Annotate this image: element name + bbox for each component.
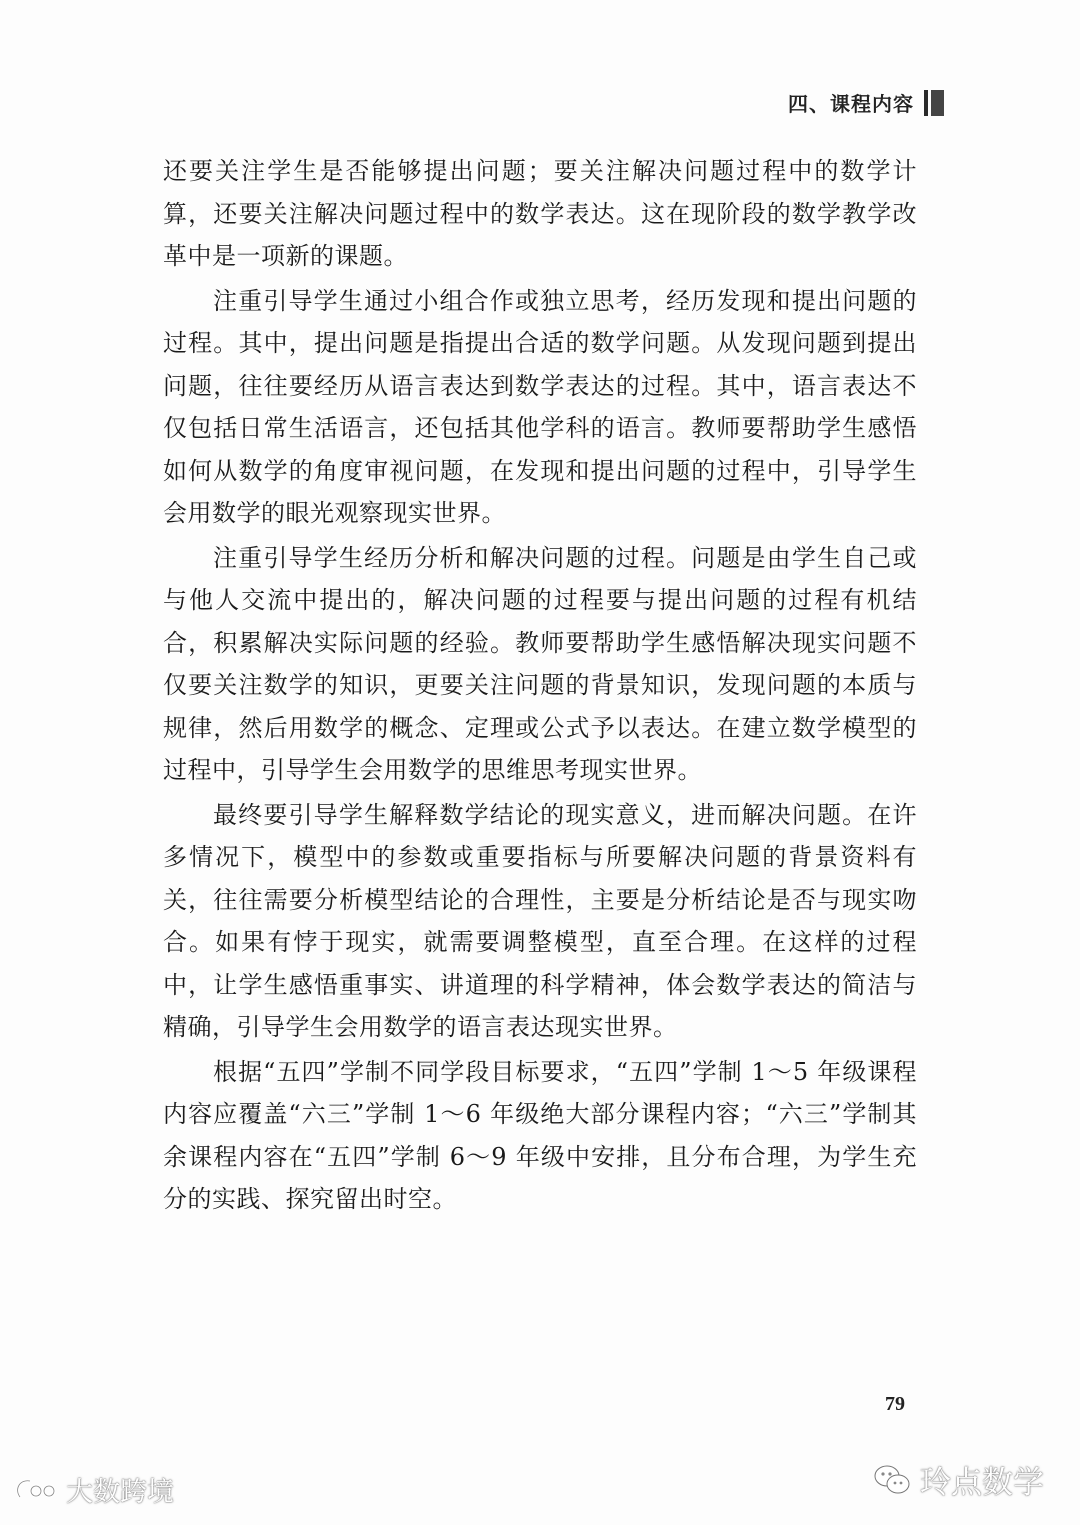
brand-logo-icon (12, 1475, 58, 1505)
running-head (788, 88, 944, 117)
body-text (163, 150, 917, 1223)
paragraph-1: 还要关注学生是否能够提出问题；要关注解决问题过程中的数学计算，还要关注解决问题过程中的数学表达。这在现阶段的数学教学改革中是一项新的课题。 (163, 157, 917, 270)
paragraph-4: 最终要引导学生解释数学结论的现实意义，进而解决问题。在许多情况下，模型中的参数或重要指标与所要解决问题的背景资料有关，往往需要分析模型结论的合理性，主要是分析结论是否与现实吻合。如果有悖于现实，就需要调整模型，直至合理。在这样的过程中，让学生感悟重事实、讲道理的科学精神，体会数学表达的简洁与精确，引导学生会用数学的语言表达现实世界。 (163, 800, 917, 1041)
chapter-title: 四、课程内容 (788, 92, 914, 116)
header-bar-icon (924, 90, 944, 116)
watermark-left-text: 大数跨境 (66, 1477, 174, 1508)
paragraph-5: 根据“五四”学制不同学段目标要求，“五四”学制 1～5 年级课程内容应覆盖“六三”学制 1～6 年级绝大部分课程内容；“六三”学制其余课程内容在“五四”学制 6～9 年级中安排，且分布合理，为学生充分的实践、探究留出时空。 (163, 1057, 917, 1213)
watermark-right (872, 1457, 1044, 1502)
header-bar-thin (924, 90, 928, 116)
watermark-left (12, 1470, 174, 1509)
paragraph-3: 注重引导学生经历分析和解决问题的过程。问题是由学生自己或与他人交流中提出的，解决问题的过程要与提出问题的过程有机结合，积累解决实际问题的经验。教师要帮助学生感悟解决现实问题不仅要关注数学的知识，更要关注问题的背景知识，发现问题的本质与规律，然后用数学的概念、定理或公式予以表达。在建立数学模型的过程中，引导学生会用数学的思维思考现实世界。 (163, 543, 917, 784)
header-bar-thick (931, 90, 944, 116)
paragraph-2: 注重引导学生通过小组合作或独立思考，经历发现和提出问题的过程。其中，提出问题是指提出合适的数学问题。从发现问题到提出问题，往往要经历从语言表达到数学表达的过程。其中，语言表达不仅包括日常生活语言，还包括其他学科的语言。教师要帮助学生感悟如何从数学的角度审视问题，在发现和提出问题的过程中，引导学生会用数学的眼光观察现实世界。 (163, 286, 917, 527)
page-number: 79 (885, 1393, 905, 1415)
wechat-icon (872, 1463, 912, 1497)
watermark-right-text: 玲点数学 (920, 1465, 1044, 1501)
